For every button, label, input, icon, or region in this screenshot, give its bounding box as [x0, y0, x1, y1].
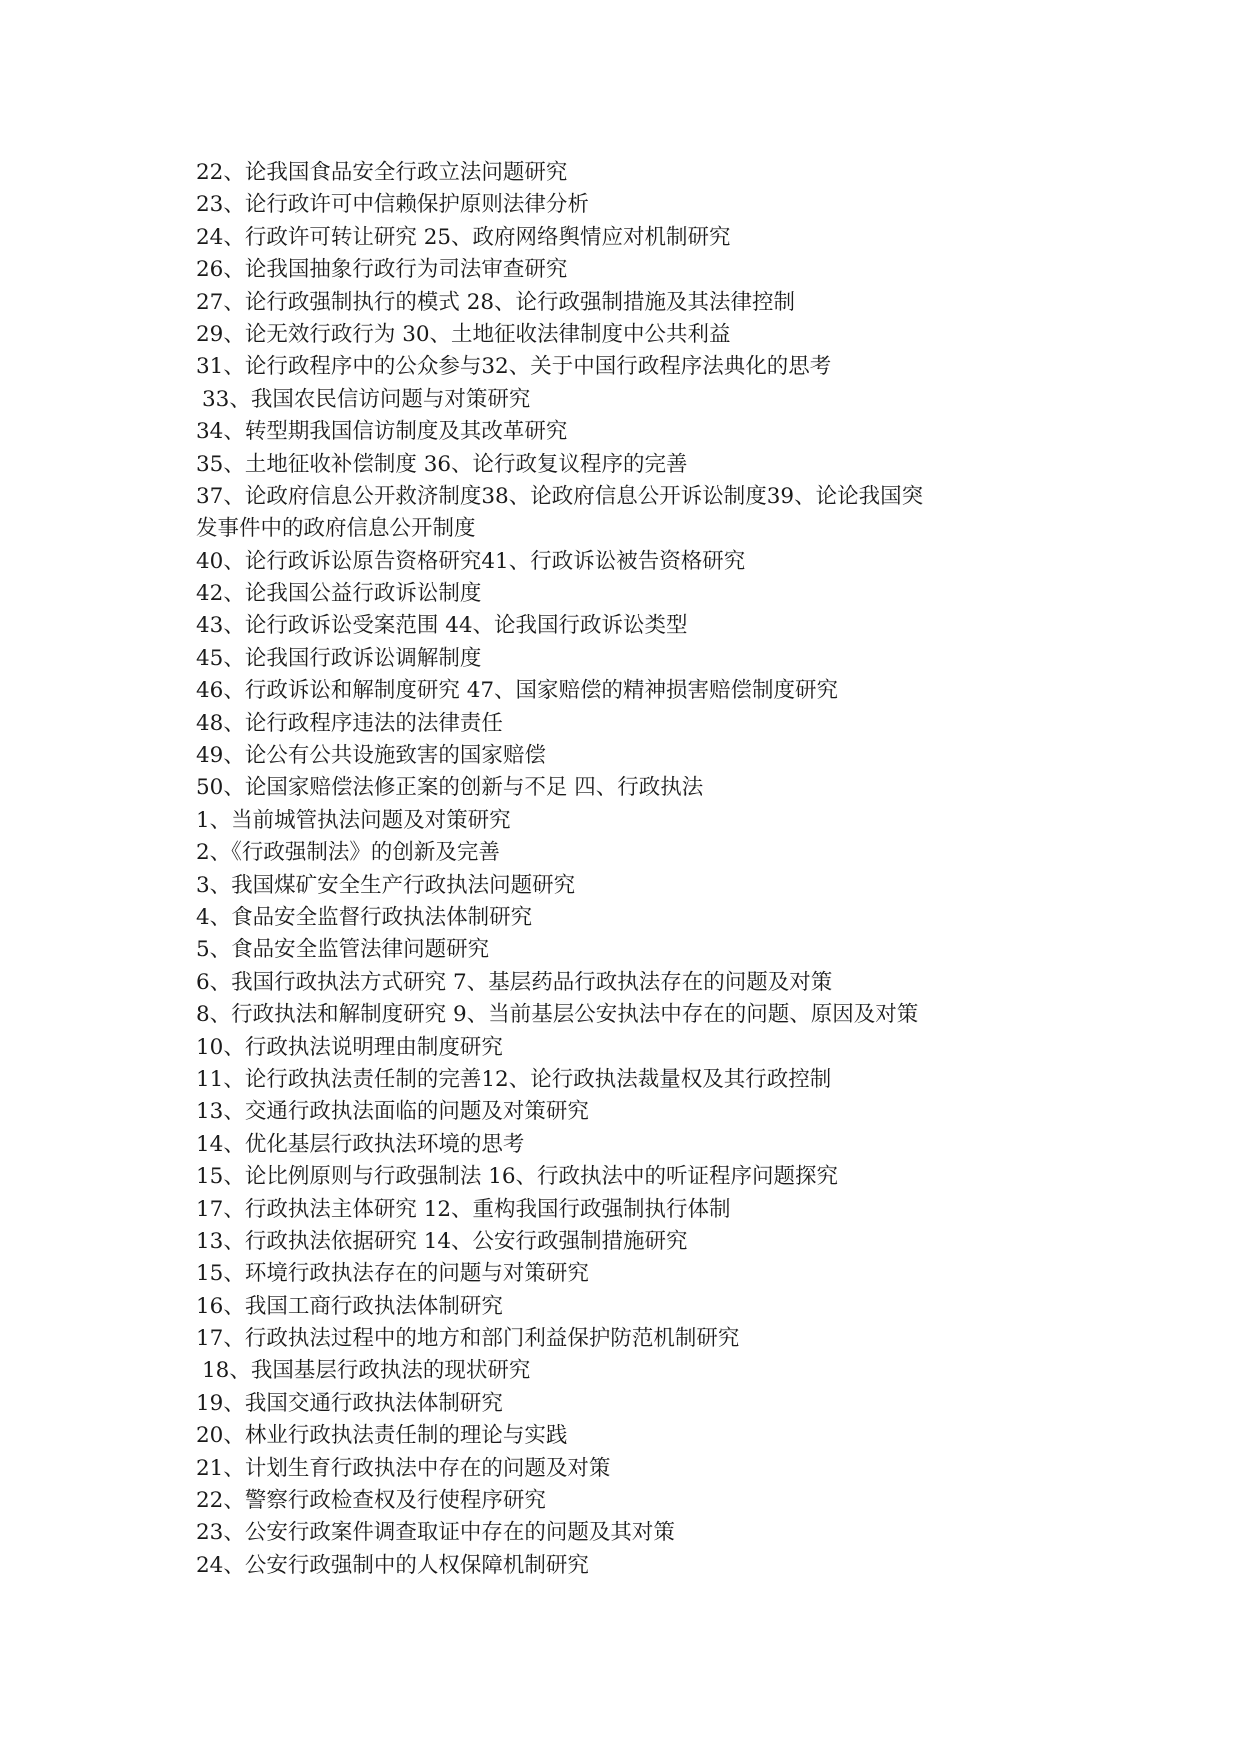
list-item: 21、计划生育行政执法中存在的问题及对策 [196, 1455, 611, 1481]
list-item: 17、行政执法主体研究 12、重构我国行政强制执行体制 [196, 1196, 731, 1222]
list-item: 29、论无效行政行为 30、土地征收法律制度中公共利益 [196, 321, 731, 347]
list-item: 17、行政执法过程中的地方和部门利益保护防范机制研究 [196, 1326, 740, 1352]
list-item: 49、论公有公共设施致害的国家赔偿 [196, 743, 546, 769]
list-item: 27、论行政强制执行的模式 28、论行政强制措施及其法律控制 [196, 289, 796, 315]
list-item: 22、论我国食品安全行政立法问题研究 [196, 160, 568, 185]
list-item: 35、土地征收补偿制度 36、论行政复议程序的完善 [196, 451, 688, 477]
list-item: 26、论我国抽象行政行为司法审查研究 [196, 257, 568, 283]
list-item: 18、我国基层行政执法的现状研究 [202, 1358, 531, 1384]
list-item: 15、论比例原则与行政强制法 16、行政执法中的听证程序问题探究 [196, 1164, 839, 1190]
list-item: 13、行政执法依据研究 14、公安行政强制措施研究 [196, 1228, 688, 1254]
list-item: 46、行政诉讼和解制度研究 47、国家赔偿的精神损害赔偿制度研究 [196, 678, 839, 704]
list-item: 10、行政执法说明理由制度研究 [196, 1034, 503, 1060]
list-item: 45、论我国行政诉讼调解制度 [196, 645, 482, 671]
list-item: 48、论行政程序违法的法律责任 [196, 710, 503, 736]
list-item: 20、林业行政执法责任制的理论与实践 [196, 1423, 568, 1449]
list-item: 37、论政府信息公开救济制度38、论政府信息公开诉讼制度39、论论我国突 [196, 483, 924, 509]
list-item: 13、交通行政执法面临的问题及对策研究 [196, 1099, 589, 1125]
list-item: 16、我国工商行政执法体制研究 [196, 1293, 503, 1319]
list-item: 40、论行政诉讼原告资格研究41、行政诉讼被告资格研究 [196, 548, 746, 574]
list-item: 19、我国交通行政执法体制研究 [196, 1390, 503, 1416]
list-item: 14、优化基层行政执法环境的思考 [196, 1131, 525, 1157]
list-item-continuation: 发事件中的政府信息公开制度 [196, 516, 476, 542]
list-item: 42、论我国公益行政诉讼制度 [196, 581, 482, 607]
list-item: 23、公安行政案件调查取证中存在的问题及其对策 [196, 1520, 675, 1546]
list-item: 22、警察行政检查权及行使程序研究 [196, 1488, 546, 1514]
list-item: 6、我国行政执法方式研究 7、基层药品行政执法存在的问题及对策 [196, 969, 833, 995]
list-item: 15、环境行政执法存在的问题与对策研究 [196, 1261, 589, 1287]
list-item: 50、论国家赔偿法修正案的创新与不足 四、行政执法 [196, 775, 704, 801]
list-item: 34、转型期我国信访制度及其改革研究 [196, 419, 568, 445]
list-item: 23、论行政许可中信赖保护原则法律分析 [196, 192, 589, 218]
topic-list [196, 157, 1056, 1582]
list-item: 33、我国农民信访问题与对策研究 [202, 386, 531, 412]
list-item: 4、食品安全监督行政执法体制研究 [196, 904, 533, 930]
list-item: 24、公安行政强制中的人权保障机制研究 [196, 1552, 589, 1578]
list-item: 3、我国煤矿安全生产行政执法问题研究 [196, 872, 576, 898]
list-item: 2、《行政强制法》的创新及完善 [196, 840, 500, 866]
list-item: 8、行政执法和解制度研究 9、当前基层公安执法中存在的问题、原因及对策 [196, 1002, 919, 1028]
list-item: 1、当前城管执法问题及对策研究 [196, 807, 511, 833]
list-item: 11、论行政执法责任制的完善12、论行政执法裁量权及其行政控制 [196, 1066, 832, 1092]
list-item: 5、食品安全监管法律问题研究 [196, 937, 490, 963]
list-item: 24、行政许可转让研究 25、政府网络舆情应对机制研究 [196, 224, 731, 250]
list-item: 43、论行政诉讼受案范围 44、论我国行政诉讼类型 [196, 613, 688, 639]
list-item: 31、论行政程序中的公众参与32、关于中国行政程序法典化的思考 [196, 354, 832, 380]
